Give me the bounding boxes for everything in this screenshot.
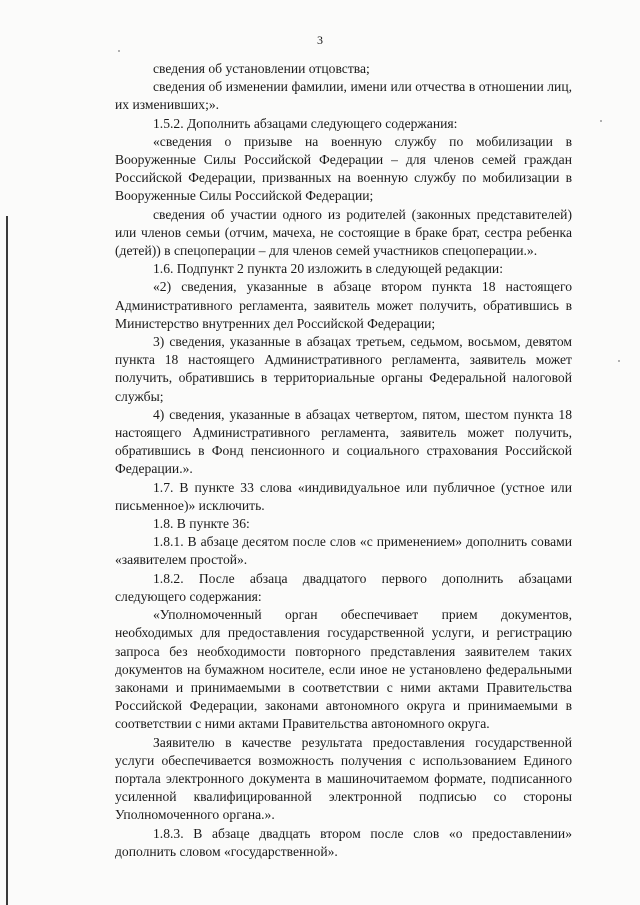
scan-speck	[618, 360, 620, 362]
paragraph: «Уполномоченный орган обеспечивает прием документов, необходимых для предоставления государственной услуги, и регистрацию запроса без необходимости повторного представления заявителем таких документов на бумажном носителе, если иное не установлено федеральными законами и принимаемыми в соответствии с ними актами Правительства Российской Федерации, законами автономного округа и принимаемыми в соответствии с ними актами Правительства автономного округа.	[115, 607, 572, 732]
paragraph: 1.7. В пункте 33 слова «индивидуальное или публичное (устное или письменное)» исключить.	[115, 479, 572, 513]
paragraph: 1.8.2. После абзаца двадцатого первого дополнить абзацами следующего содержания:	[115, 570, 572, 604]
paragraph: 1.8.1. В абзаце десятом после слов «с применением» дополнить совами «заявителем простой».	[115, 534, 572, 568]
paragraph: 3) сведения, указанные в абзацах третьем, седьмом, восьмом, девятом пункта 18 настоящего Административного регламента, заявитель может получить, обратившись в территориальные органы Федеральной налоговой службы;	[115, 334, 572, 404]
paragraph: Заявителю в качестве результата предоставления государственной услуги обеспечивается возможность получения с использованием Единого портала электронного документа в машиночитаемом формате, подписанного усиленной квалифицированной электронной подписью со стороны Уполномоченного органа.».	[115, 734, 572, 823]
paragraph: «сведения о призыве на военную службу по мобилизации в Вооруженные Силы Российской Федерации – для членов семей граждан Российской Федерации, призванных на военную службу по мобилизации в Вооруженные Силы Российской Федерации;	[115, 133, 572, 204]
paragraph: сведения об установлении отцовства;	[153, 61, 370, 76]
paragraph: 1.6. Подпункт 2 пункта 20 изложить в следующей редакции:	[153, 261, 503, 277]
paragraph: 4) сведения, указанные в абзацах четвертом, пятом, шестом пункта 18 настоящего Административного регламента, заявитель может получить, обратившись в Фонд пенсионного и социального страхования Российской Федерации.».	[115, 406, 572, 477]
paragraph: «2) сведения, указанные в абзаце втором пункта 18 настоящего Административного регламента, заявитель может получить, обратившись в Министерство внутренних дел Российской Федерации;	[115, 279, 572, 331]
document-body	[115, 60, 572, 861]
paragraph: 1.8.3. В абзаце двадцать втором после слов «о предоставлении» дополнить словом «государственной».	[115, 825, 572, 859]
scan-edge-line	[6, 216, 8, 905]
paragraph: сведения об изменении фамилии, имени или отчества в отношении лиц, их изменивших;».	[115, 79, 572, 113]
paragraph: 1.5.2. Дополнить абзацами следующего содержания:	[153, 115, 458, 131]
paragraph: 1.8. В пункте 36:	[153, 516, 250, 532]
page-number: 3	[317, 33, 323, 47]
scan-speck	[600, 120, 602, 122]
scan-speck	[118, 50, 120, 52]
paragraph: сведения об участии одного из родителей (законных представителей) или членов семьи (отчим, мачеха, не состоящие в браке брат, сестра ребенка (детей)) в спецоперации – для членов семей участников спецоперации.».	[115, 206, 572, 259]
